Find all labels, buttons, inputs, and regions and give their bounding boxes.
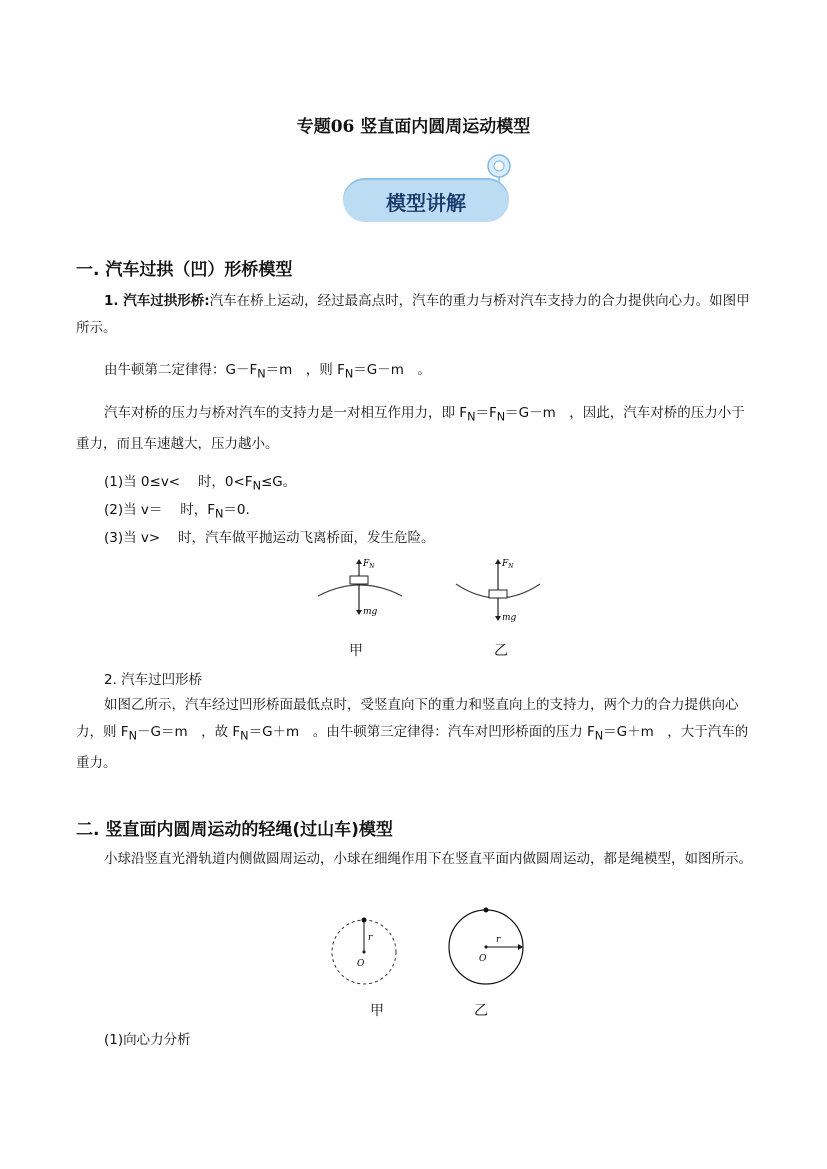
p3-c: ＝G－m ，因此，汽车对桥的压力小于重力，而且车速越大，压力越小。 xyxy=(76,405,745,452)
case1-b: ≤G。 xyxy=(261,474,297,490)
o-label-b: O xyxy=(479,954,487,964)
section-badge xyxy=(343,148,513,228)
r-label-b: r xyxy=(496,935,501,945)
bridge-figure xyxy=(310,556,570,626)
p3-a: 汽车对桥的压力与桥对汽车的支持力是一对相互作用力，即 F xyxy=(104,405,468,421)
car-a-icon xyxy=(350,576,368,584)
ball-b xyxy=(484,908,489,913)
o-label-a: O xyxy=(357,959,365,969)
case2-sub: N xyxy=(214,507,224,521)
eq1-c: ＝G－m 。 xyxy=(353,362,431,378)
eq1-sub: N xyxy=(257,367,266,381)
section1-equation-1 xyxy=(104,358,431,381)
p4-sub1: N xyxy=(128,729,137,743)
r-label-a: r xyxy=(368,933,373,943)
p4-b: －G＝m ，故 F xyxy=(136,724,241,740)
section1-heading: 一. 汽车过拱（凹）形桥模型 xyxy=(76,260,293,280)
badge-pill xyxy=(343,178,509,222)
p4-c: ＝G＋m 。由牛顿第三定律得：汽车对凹形桥面的压力 F xyxy=(248,724,595,740)
mg-label-a: mg xyxy=(363,607,378,617)
eq1-a: 由牛顿第二定律得：G－F xyxy=(104,362,258,378)
bridge-caption-a: 甲 xyxy=(349,643,363,659)
case-3: (3)当 v> 时，汽车做平抛运动飞离桥面，发生危险。 xyxy=(104,530,435,546)
case-1 xyxy=(104,470,296,493)
case2-b: ＝0. xyxy=(223,502,250,518)
case1-a: (1)当 0≤v< 时，0<F xyxy=(104,474,253,490)
convex-bridge xyxy=(318,585,402,596)
section2-paragraph-1: 小球沿竖直光滑轨道内侧做圆周运动，小球在细绳作用下在竖直平面内做圆周运动，都是绳模型，如图所示。 xyxy=(104,851,752,867)
p4-a: 如图乙所示，汽车经过凹形桥面最低点时，受竖直向下的重力和竖直向上的支持力，两个力的合力提供向心力，则 F xyxy=(76,697,739,740)
fn-label-b: $F_N$ xyxy=(502,559,514,570)
section1-paragraph-1 xyxy=(76,288,752,342)
p3-b: ＝F xyxy=(475,405,497,421)
circle-figure xyxy=(326,906,546,994)
car-b-icon xyxy=(489,590,507,598)
case1-sub: N xyxy=(252,479,261,493)
p4-sub2: N xyxy=(240,729,249,743)
circle-caption-a: 甲 xyxy=(370,1003,384,1019)
eq1-sub2: N xyxy=(344,367,354,381)
mg-label-b: mg xyxy=(502,613,517,623)
concave-bridge-title: 2. 汽车过凹形桥 xyxy=(104,672,203,688)
case-2 xyxy=(104,498,250,521)
section1-paragraph-3 xyxy=(76,692,752,777)
eq1-b: ＝m ，则 F xyxy=(265,362,345,378)
p1-bold: 1. 汽车过拱形桥: xyxy=(104,293,210,309)
p3-sub2: N xyxy=(496,410,506,424)
p4-sub3: N xyxy=(594,729,604,743)
p1-rest: 汽车在桥上运动，经过最高点时，汽车的重力与桥对汽车支持力的合力提供向心力。如图甲所示。 xyxy=(76,293,750,336)
section2-heading: 二. 竖直面内圆周运动的轻绳(过山车)模型 xyxy=(76,820,393,840)
case2-a: (2)当 v＝ 时，F xyxy=(104,502,215,518)
p3-sub1: N xyxy=(467,410,476,424)
p4-d: ＝G＋m ，大于汽车的重力。 xyxy=(76,724,749,771)
page-title: 专题06 竖直面内圆周运动模型 xyxy=(296,117,531,137)
fn-label-a: $F_N$ xyxy=(363,559,375,570)
circle-caption-b: 乙 xyxy=(474,1003,488,1019)
badge-label: 模型讲解 xyxy=(386,191,466,215)
centripetal-analysis: (1)向心力分析 xyxy=(104,1032,191,1048)
section1-paragraph-2 xyxy=(76,400,752,458)
bridge-caption-b: 乙 xyxy=(494,643,508,659)
